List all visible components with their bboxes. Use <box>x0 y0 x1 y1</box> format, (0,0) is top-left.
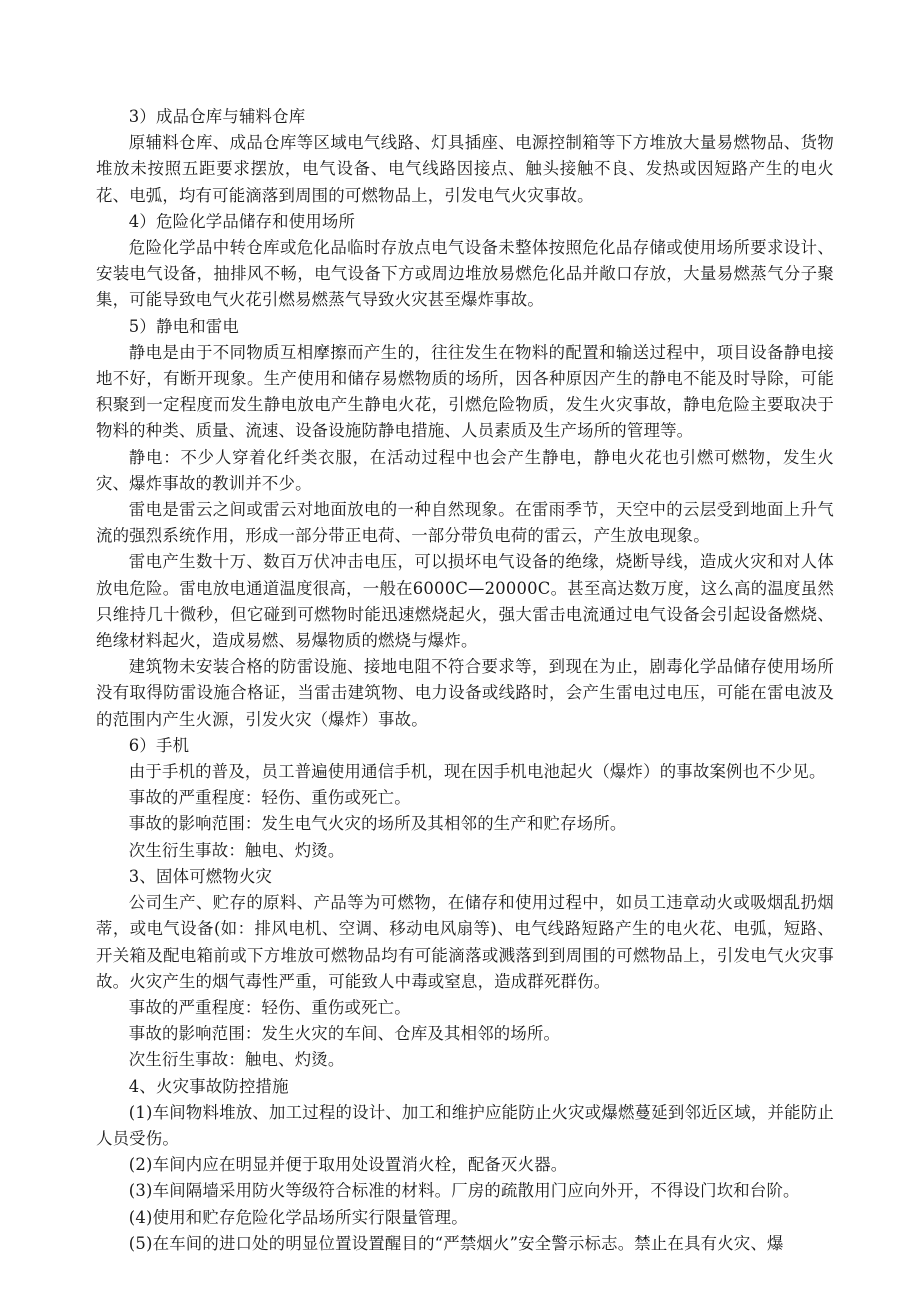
paragraph: 事故的严重程度：轻伤、重伤或死亡。 <box>128 997 411 1017</box>
list-item: (5)在车间的进口处的明显位置设置醒目的“严禁烟火”安全警示标志。禁止在具有火灾、爆 <box>128 1233 784 1253</box>
section-heading: 6）手机 <box>128 735 190 755</box>
list-item: (3)车间隔墙采用防火等级符合标准的材料。厂房的疏散用门应向外开，不得设门坎和台阶。 <box>128 1181 800 1201</box>
section-heading: 3）成品仓库与辅料仓库 <box>128 107 306 126</box>
paragraph: 雷电是雷云之间或雷云对地面放电的一种自然现象。在雷雨季节，天空中的云层受到地面上升气流的强烈系统作用，形成一部分带正电荷、一部分带负电荷的雷云，产生放电现象。 <box>96 500 834 546</box>
paragraph: 静电：不少人穿着化纤类衣服，在活动过程中也会产生静电，静电火花也引燃可燃物，发生火灾、爆炸事故的教训并不少。 <box>96 447 834 493</box>
list-item: (2)车间内应在明显并便于取用处设置消火栓，配备灭火器。 <box>128 1155 568 1175</box>
paragraph: 危险化学品中转仓库或危化品临时存放点电气设备未整体按照危化品存储或使用场所要求设计、安装电气设备，抽排风不畅，电气设备下方或周边堆放易燃危化品并敞口存放，大量易燃蒸气分子聚集，可能导致电气火花引燃易燃蒸气导致火灾甚至爆炸事故。 <box>96 238 834 310</box>
paragraph: 事故的影响范围：发生电气火灾的场所及其相邻的生产和贮存场所。 <box>128 814 627 834</box>
paragraph: 雷电产生数十万、数百万伏冲击电压，可以损坏电气设备的绝缘，烧断导线，造成火灾和对人体放电危险。雷电放电通道温度很高，一般在6000C—20000C。甚至高达数万度，这么高的温度虽然只维持几十微秒，但它碰到可燃物时能迅速燃烧起火，强大雷击电流通过电气设备会引起设备燃烧、绝缘材料起火，造成易燃、易爆物质的燃烧与爆炸。 <box>96 552 834 651</box>
paragraph: 次生衍生事故：触电、灼烫。 <box>128 840 345 860</box>
section-heading: 4）危险化学品储存和使用场所 <box>128 211 356 231</box>
list-item: (1)车间物料堆放、加工过程的设计、加工和维护应能防止火灾或爆燃蔓延到邻近区域，并能防止人员受伤。 <box>96 1102 834 1148</box>
paragraph: 建筑物未安装合格的防雷设施、接地电阻不符合要求等，到现在为止，剧毒化学品储存使用场所没有取得防雷设施合格证，当雷击建筑物、电力设备或线路时，会产生雷电过电压，可能在雷电波及的范围内产生火源，引发火灾（爆炸）事故。 <box>96 657 834 729</box>
section-heading: 4、火灾事故防控措施 <box>128 1076 289 1096</box>
paragraph: 公司生产、贮存的原料、产品等为可燃物，在储存和使用过程中，如员工违章动火或吸烟乱扔烟蒂，或电气设备(如：排风电机、空调、移动电风扇等)、电气线路短路产生的电火花、电弧，短路、开关箱及配电箱前或下方堆放可燃物品均有可能滴落或溅落到到周围的可燃物品上，引发电气火灾事故。火灾产生的烟气毒性严重，可能致人中毒或窒息，造成群死群伤。 <box>96 893 834 991</box>
paragraph: 原辅料仓库、成品仓库等区域电气线路、灯具插座、电源控制箱等下方堆放大量易燃物品、货物堆放未按照五距要求摆放，电气设备、电气线路因接点、触头接触不良、发热或因短路产生的电火花、电弧，均有可能滴落到周围的可燃物品上，引发电气火灾事故。 <box>96 133 834 205</box>
list-item: (4)使用和贮存危险化学品场所实行限量管理。 <box>128 1207 468 1227</box>
paragraph: 次生衍生事故：触电、灼烫。 <box>128 1050 345 1070</box>
section-heading: 3、固体可燃物火灾 <box>128 866 273 886</box>
paragraph: 由于手机的普及，员工普遍使用通信手机，现在因手机电池起火（爆炸）的事故案例也不少见。 <box>128 762 826 782</box>
section-heading: 5）静电和雷电 <box>128 316 239 336</box>
document-body <box>96 104 834 1257</box>
paragraph: 事故的影响范围：发生火灾的车间、仓库及其相邻的场所。 <box>128 1024 561 1044</box>
paragraph: 事故的严重程度：轻伤、重伤或死亡。 <box>128 788 411 808</box>
paragraph: 静电是由于不同物质互相摩擦而产生的，往往发生在物料的配置和输送过程中，项目设备静电接地不好，有断开现象。生产使用和储存易燃物质的场所，因各种原因产生的静电不能及时导除，可能积聚到一定程度而发生静电放电产生静电火花，引燃危险物质，发生火灾事故，静电危险主要取决于物料的种类、质量、流速、设备设施防静电措施、人员素质及生产场所的管理等。 <box>96 342 834 441</box>
